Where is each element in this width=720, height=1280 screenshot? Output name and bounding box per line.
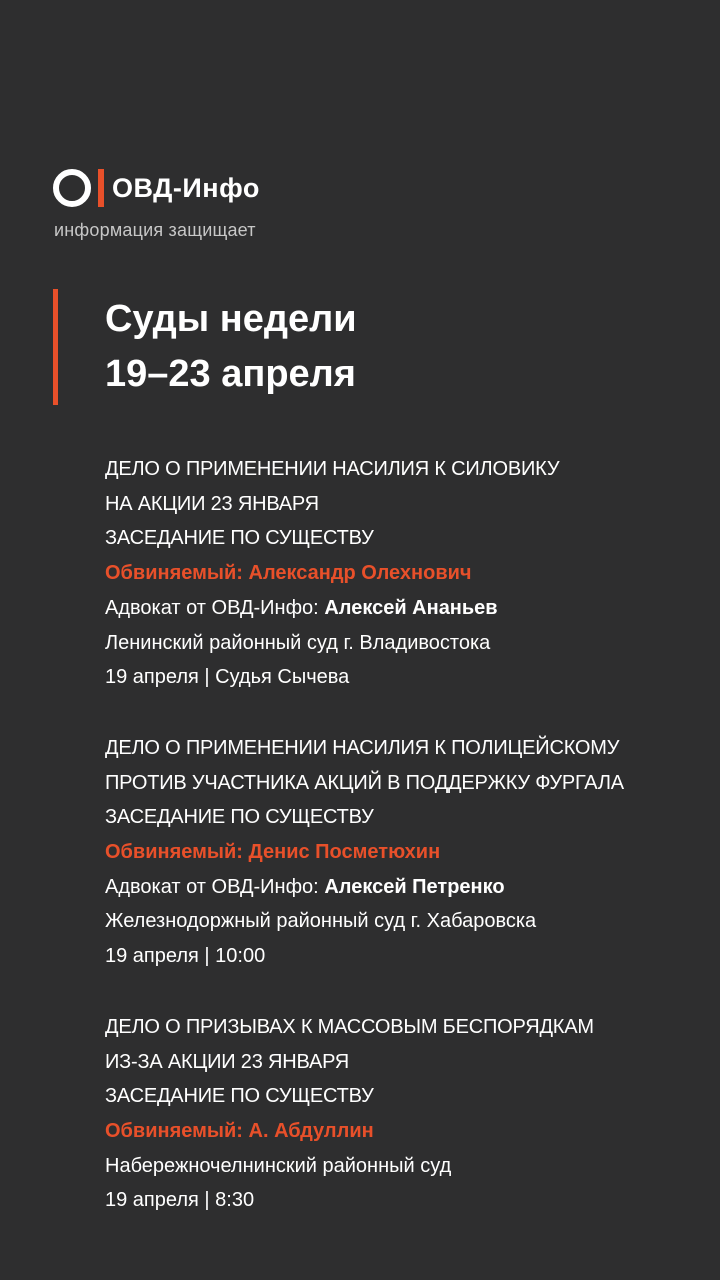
case-heading-line: ЗАСЕДАНИЕ ПО СУЩЕСТВУ (105, 1085, 374, 1108)
case-item (105, 452, 705, 695)
logo-name: ОВД-Инфо (112, 172, 260, 203)
accused-label: Обвиняемый: (105, 841, 243, 864)
case-list (105, 452, 705, 1254)
title-line-2: 19–23 апреля (105, 353, 356, 395)
case-date: 19 апреля | 10:00 (105, 945, 266, 968)
case-item (105, 731, 705, 974)
case-court: Железнодоржный районный суд г. Хабаровска (105, 910, 537, 933)
case-date: 19 апреля | 8:30 (105, 1189, 255, 1212)
page-title (105, 292, 357, 402)
accused-name: Денис Посметюхин (248, 841, 441, 864)
logo (53, 166, 260, 210)
case-accused (105, 835, 705, 870)
accused-name: А. Абдуллин (248, 1119, 374, 1142)
case-date: 19 апреля | Судья Сычева (105, 666, 350, 689)
case-heading-line: НА АКЦИИ 23 ЯНВАРЯ (105, 492, 319, 515)
accused-label: Обвиняемый: (105, 1119, 243, 1142)
title-line-1: Суды недели (105, 298, 357, 340)
lawyer-name: Алексей Ананьев (324, 596, 498, 619)
case-accused (105, 1114, 705, 1149)
case-heading-line: ПРОТИВ УЧАСТНИКА АКЦИЙ В ПОДДЕРЖКУ ФУРГАЛА (105, 771, 624, 794)
case-court: Набережночелнинский районный суд (105, 1154, 452, 1177)
case-lawyer (105, 870, 705, 905)
case-heading-line: ЗАСЕДАНИЕ ПО СУЩЕСТВУ (105, 806, 374, 829)
case-lawyer (105, 591, 705, 626)
case-heading-line: ДЕЛО О ПРИМЕНЕНИИ НАСИЛИЯ К СИЛОВИКУ (105, 458, 560, 480)
logo-bar-icon (98, 169, 104, 207)
lawyer-name: Алексей Петренко (324, 875, 505, 898)
accused-label: Обвиняемый: (105, 562, 243, 585)
title-accent-bar (53, 289, 58, 405)
case-heading-line: ЗАСЕДАНИЕ ПО СУЩЕСТВУ (105, 527, 374, 550)
case-accused (105, 556, 705, 591)
case-heading-line: ДЕЛО О ПРИМЕНЕНИИ НАСИЛИЯ К ПОЛИЦЕЙСКОМУ (105, 736, 620, 759)
logo-ring-icon (53, 169, 91, 207)
case-item (105, 1010, 705, 1218)
case-heading-line: ИЗ-ЗА АКЦИИ 23 ЯНВАРЯ (105, 1050, 350, 1073)
case-court: Ленинский районный суд г. Владивостока (105, 631, 491, 654)
tagline: информация защищает (54, 220, 256, 240)
accused-name: Александр Олехнович (248, 562, 472, 585)
case-heading-line: ДЕЛО О ПРИЗЫВАХ К МАССОВЫМ БЕСПОРЯДКАМ (105, 1015, 594, 1038)
lawyer-label: Адвокат от ОВД-Инфо: (105, 596, 319, 619)
lawyer-label: Адвокат от ОВД-Инфо: (105, 875, 319, 898)
